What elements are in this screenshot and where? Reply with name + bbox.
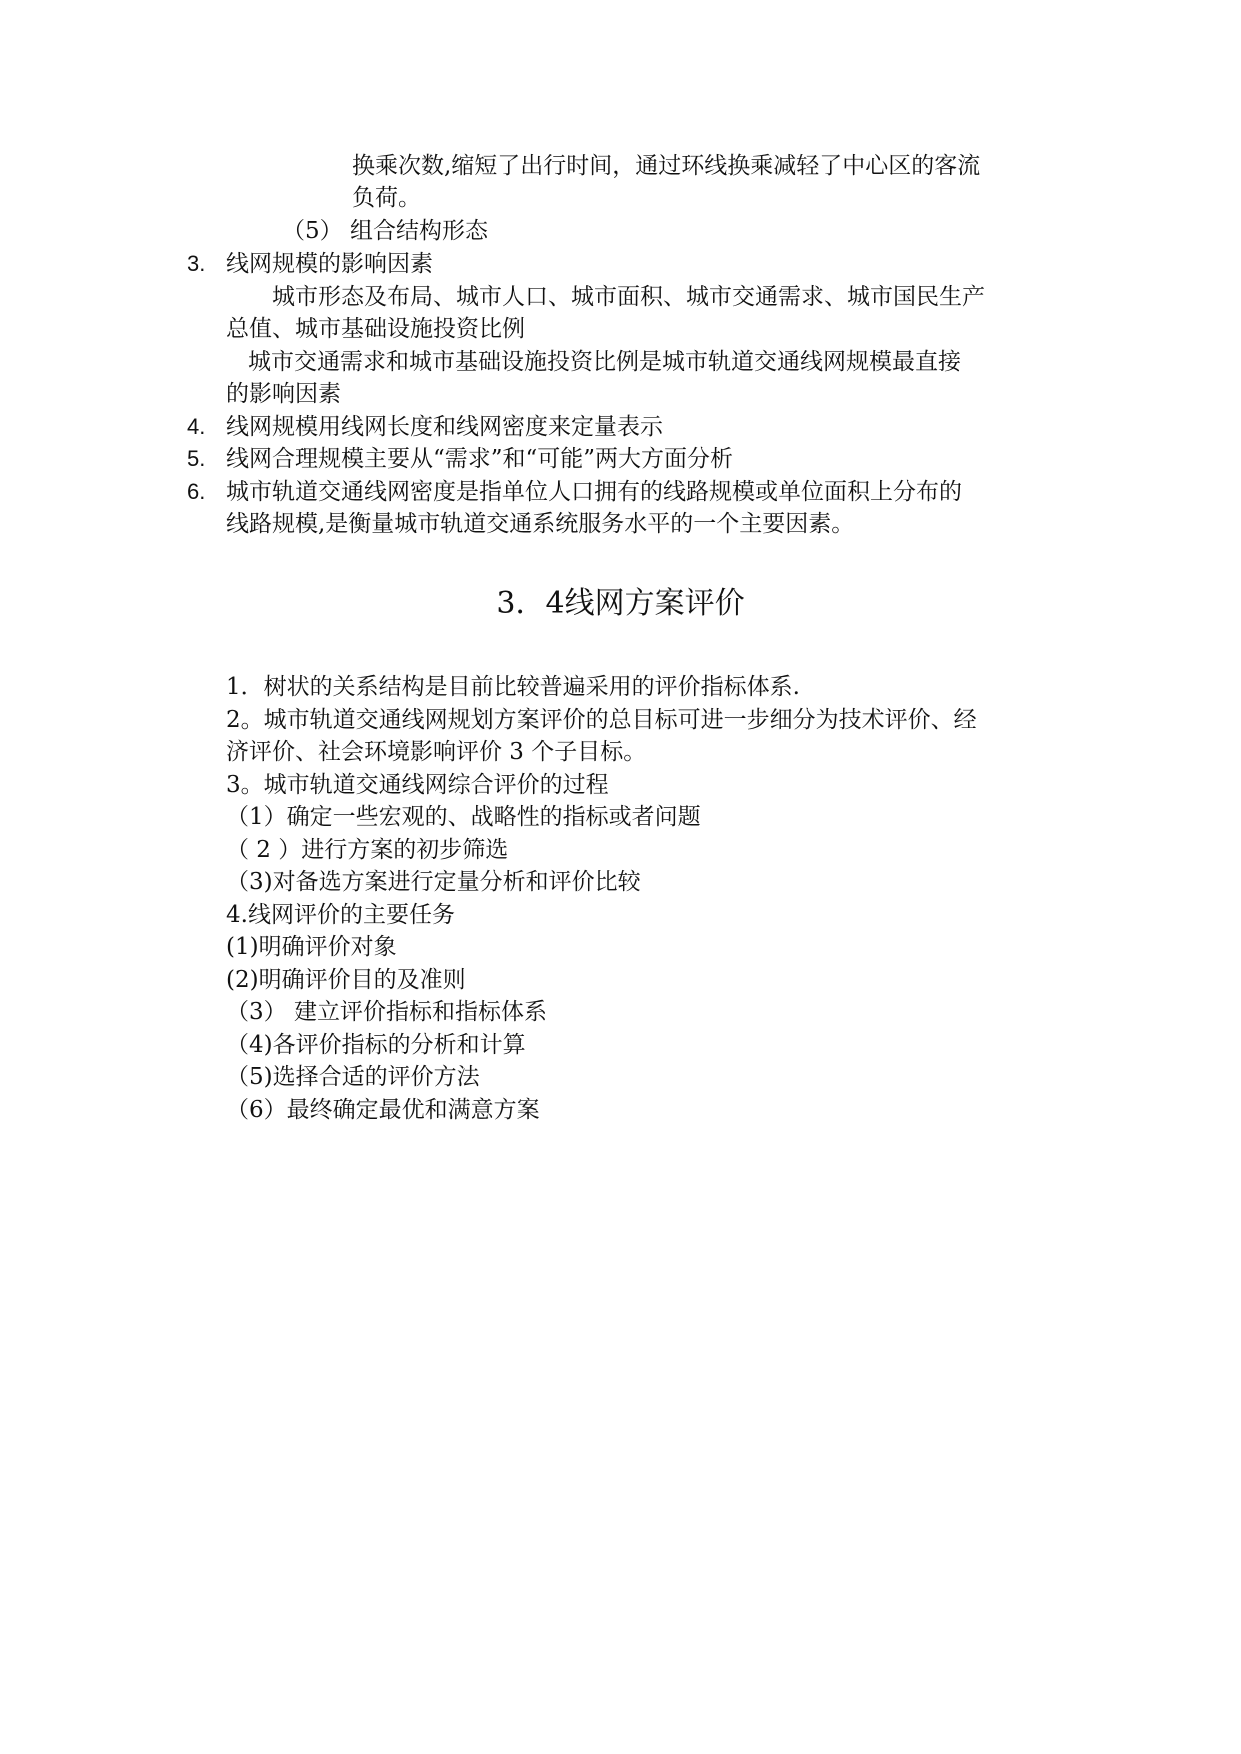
list-item-text: 线网规模用线网长度和线网密度来定量表示 <box>226 414 663 440</box>
list-number: 5. <box>187 446 206 471</box>
task-item: (1)明确评价对象 <box>226 934 397 960</box>
list-item-text: 城市轨道交通线网密度是指单位人口拥有的线路规模或单位面积上分布的 <box>226 479 962 505</box>
paragraph-line: 1．树状的关系结构是目前比较普遍采用的评价指标体系. <box>226 674 800 700</box>
process-step: （ 2 ）进行方案的初步筛选 <box>226 837 509 863</box>
paragraph-line: 负荷。 <box>352 185 421 211</box>
paragraph-line: 换乘次数,缩短了出行时间，通过环线换乘减轻了中心区的客流 <box>352 153 981 179</box>
paragraph-line: 2。城市轨道交通线网规划方案评价的总目标可进一步细分为技术评价、经 <box>226 707 977 733</box>
paragraph-line: 的影响因素 <box>226 381 341 407</box>
list-number: 4. <box>187 414 206 439</box>
list-item-text: 线网规模的影响因素 <box>226 251 433 277</box>
paragraph-line: 4.线网评价的主要任务 <box>226 902 455 928</box>
list-item-text: 线网合理规模主要从“需求”和“可能”两大方面分析 <box>226 446 734 472</box>
paragraph-line: 总值、城市基础设施投资比例 <box>226 316 525 342</box>
list-number: 3. <box>187 251 206 276</box>
paragraph-line: 城市交通需求和城市基础设施投资比例是城市轨道交通线网规模最直接 <box>248 349 961 375</box>
process-step: （3)对备选方案进行定量分析和评价比较 <box>226 869 641 895</box>
task-item: （5)选择合适的评价方法 <box>226 1064 480 1090</box>
list-number: 6. <box>187 479 206 504</box>
paragraph-line: 线路规模,是衡量城市轨道交通系统服务水平的一个主要因素。 <box>226 511 855 537</box>
task-item: （6）最终确定最优和满意方案 <box>226 1097 540 1123</box>
section-heading: 3．4线网方案评价 <box>496 586 745 621</box>
subitem-5: （5） 组合结构形态 <box>282 218 488 244</box>
paragraph-line: 济评价、社会环境影响评价 3 个子目标。 <box>226 739 647 765</box>
process-step: （1）确定一些宏观的、战略性的指标或者问题 <box>226 804 701 830</box>
task-item: （3） 建立评价指标和指标体系 <box>226 999 547 1025</box>
paragraph-line: 城市形态及布局、城市人口、城市面积、城市交通需求、城市国民生产 <box>272 284 985 310</box>
task-item: (2)明确评价目的及准则 <box>226 967 466 993</box>
task-item: （4)各评价指标的分析和计算 <box>226 1032 526 1058</box>
paragraph-line: 3。城市轨道交通线网综合评价的过程 <box>226 772 609 798</box>
